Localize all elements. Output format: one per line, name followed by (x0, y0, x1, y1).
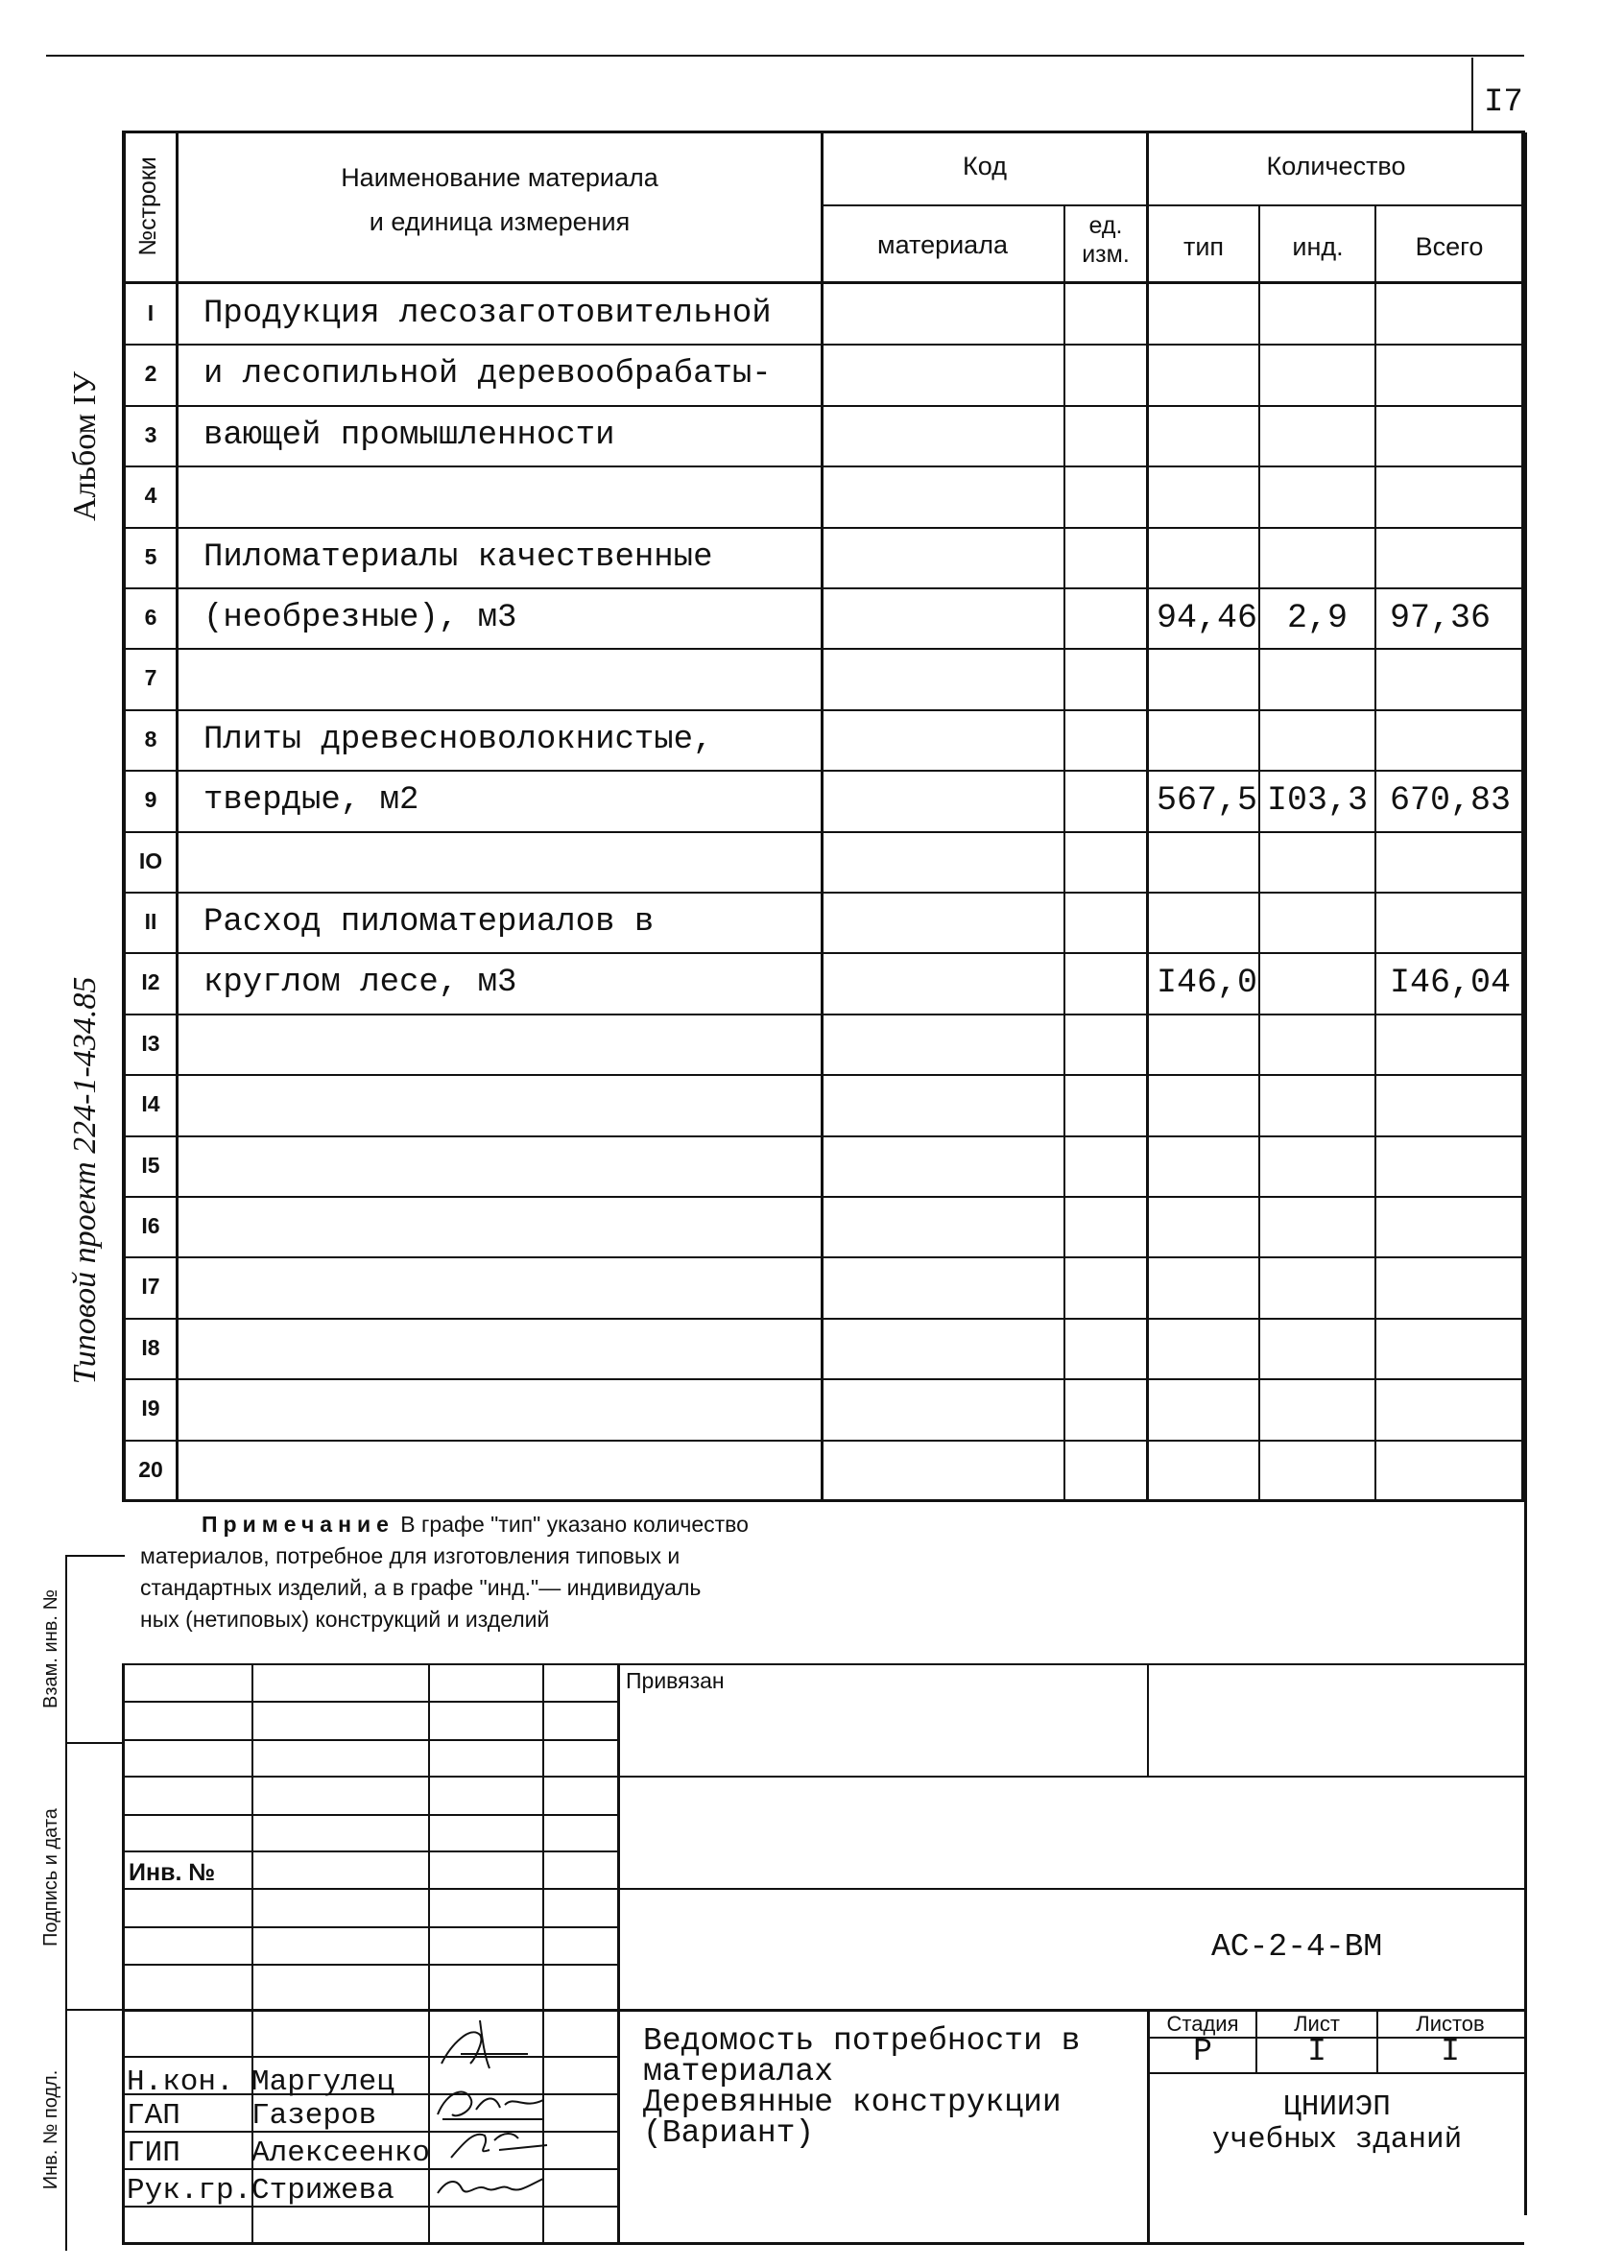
row-number: 9 (144, 787, 157, 812)
qty-total (1376, 892, 1522, 952)
doc-title-line4: (Вариант) (643, 2115, 815, 2151)
qty-total (1376, 1256, 1522, 1317)
stamp-col-privyazan-right (1147, 1663, 1149, 1776)
qty-type (1149, 344, 1258, 404)
privyazan-label: Привязан (626, 1668, 725, 1693)
qty-ind (1260, 648, 1374, 708)
row-number: 8 (144, 727, 157, 752)
header-code-unit: ед. изм. (1082, 212, 1130, 268)
row-number: IO (138, 848, 163, 873)
qty-ind (1260, 1196, 1374, 1256)
material-name (179, 1014, 821, 1074)
side-label-album: Альбом IУ (67, 370, 103, 522)
row-number: I9 (141, 1396, 160, 1420)
qty-ind (1260, 952, 1374, 1013)
row-number: I4 (141, 1091, 160, 1116)
qty-ind (1260, 405, 1374, 466)
inv-no-label: Инв. № (129, 1859, 216, 1886)
header-code: Код (963, 152, 1007, 180)
person-role-3: ГИП (127, 2137, 180, 2170)
note-title: Примечание (202, 1512, 394, 1537)
stage-label: Стадия (1166, 2012, 1239, 2036)
stamp-row-5 (122, 1850, 619, 1852)
row-number: 2 (144, 361, 157, 386)
header-name-line1: Наименование материала (341, 163, 658, 192)
header-qty-ind: инд. (1292, 232, 1344, 261)
qty-ind (1260, 283, 1374, 344)
qty-ind (1260, 1378, 1374, 1439)
qty-type (1149, 648, 1258, 708)
person-role-1: Н.кон. (127, 2065, 234, 2099)
material-name (179, 466, 821, 526)
document-code: АС-2-4-ВМ (1211, 1929, 1383, 1965)
material-name: Продукция лесозаготовительной (203, 295, 772, 332)
qty-type: 567,5 (1157, 780, 1258, 820)
qty-type (1149, 1318, 1258, 1378)
material-name: твердые, м2 (203, 781, 419, 819)
qty-ind (1260, 466, 1374, 526)
doc-title-line1: Ведомость потребности в (643, 2023, 1081, 2059)
qty-type (1149, 1196, 1258, 1256)
qty-ind (1260, 1074, 1374, 1134)
stamp-stage-value-line (1147, 2072, 1524, 2074)
row-number: I8 (141, 1335, 160, 1360)
qty-total (1376, 1135, 1522, 1196)
qty-total (1376, 831, 1522, 892)
material-name: круглом лесе, м3 (203, 964, 517, 1001)
material-name (179, 1318, 821, 1378)
qty-total (1376, 1440, 1522, 1500)
doc-title-line3: Деревянные конструкции (643, 2085, 1062, 2120)
row-number: I2 (141, 969, 160, 994)
row-number: I3 (141, 1031, 160, 1056)
qty-total (1376, 1378, 1522, 1439)
header-subline-qty (1148, 204, 1524, 206)
person-role-2: ГАП (127, 2099, 180, 2133)
col-line-code (1063, 206, 1065, 1501)
qty-ind (1260, 1135, 1374, 1196)
stamp-frame-left (122, 1663, 125, 2244)
signature-alekseenko (432, 2121, 557, 2169)
stamp-row-9 (122, 2009, 619, 2012)
qty-ind (1260, 1440, 1374, 1500)
material-name: (необрезные), м3 (203, 599, 517, 636)
row-number: 3 (144, 422, 157, 447)
qty-type (1149, 1074, 1258, 1134)
sheets-value: I (1441, 2034, 1460, 2069)
row-number: I5 (141, 1153, 160, 1178)
qty-type (1149, 1135, 1258, 1196)
row-number: 7 (144, 665, 157, 690)
qty-ind (1260, 709, 1374, 770)
stamp-row-4 (122, 1814, 619, 1816)
qty-ind (1260, 1014, 1374, 1074)
table-bottom-line (122, 1499, 1524, 1502)
row-number: I6 (141, 1213, 160, 1238)
row-number: 6 (144, 605, 157, 630)
page-number: I7 (1484, 84, 1523, 121)
stamp-row-7 (122, 1926, 619, 1928)
stamp-row-8 (122, 1964, 619, 1966)
qty-total (1376, 1014, 1522, 1074)
person-name-2: Газеров (251, 2099, 377, 2133)
side-label-podpis: Подпись и дата (40, 1808, 61, 1946)
qty-total (1376, 527, 1522, 587)
qty-type (1149, 831, 1258, 892)
note-block (140, 1509, 1100, 1635)
qty-type (1149, 1014, 1258, 1074)
side-label-inv-podl: Инв. № подл. (40, 2069, 61, 2190)
row-number: I7 (141, 1274, 160, 1299)
row-number: I (147, 300, 155, 325)
col-line-name (821, 131, 824, 1501)
qty-type (1149, 466, 1258, 526)
qty-type (1149, 892, 1258, 952)
stamp-row-6 (122, 1888, 619, 1890)
material-name (179, 1074, 821, 1134)
doc-title-line2: материалах (643, 2054, 834, 2089)
qty-total (1376, 466, 1522, 526)
note-line4: ных (нетиповых) конструкций и изделий (140, 1607, 550, 1632)
header-row-number: №строки (134, 156, 161, 256)
note-line3: стандартных изделий, а в графе "инд."— индивидуаль (140, 1575, 702, 1600)
side-divider-1 (65, 1555, 125, 1557)
qty-total: I46,04 (1390, 963, 1512, 1002)
qty-ind (1260, 831, 1374, 892)
header-subline-code (822, 204, 1148, 206)
qty-type (1149, 405, 1258, 466)
person-name-1: Маргулец (251, 2065, 394, 2099)
qty-total (1376, 1074, 1522, 1134)
qty-ind (1260, 527, 1374, 587)
material-name: Расход пиломатериалов в (203, 903, 655, 941)
qty-type (1149, 283, 1258, 344)
header-name-line2: и единица измерения (369, 207, 631, 236)
stamp-row-3 (122, 1776, 619, 1778)
qty-ind (1260, 344, 1374, 404)
qty-type (1149, 1256, 1258, 1317)
qty-total (1376, 648, 1522, 708)
person-role-4: Рук.гр. (127, 2174, 252, 2208)
material-name (179, 1378, 821, 1439)
qty-ind: 2,9 (1286, 598, 1348, 637)
header-quantity: Количество (1266, 152, 1406, 180)
organization-line2: учебных зданий (1211, 2123, 1463, 2157)
side-label-project: Типовой проект 224-1-434.85 (67, 976, 103, 1385)
side-divider-2 (65, 1742, 125, 1744)
side-divider-3 (65, 2009, 125, 2011)
stamp-privyazan-bottom (617, 1776, 1524, 1778)
sheet-label: Лист (1294, 2012, 1340, 2036)
stage-value: Р (1193, 2034, 1212, 2069)
qty-total (1376, 283, 1522, 344)
header-qty-type: тип (1182, 232, 1225, 261)
signature-strizheva (428, 2164, 553, 2212)
row-number: 20 (138, 1457, 163, 1482)
row-number: 4 (144, 483, 157, 508)
sheets-label: Листов (1416, 2012, 1485, 2036)
note-line1: В графе "тип" указано количество (394, 1512, 749, 1537)
material-name: Пиломатериалы качественные (203, 538, 713, 576)
note-line2: материалов, потребное для изготовления типовых и (140, 1543, 681, 1568)
stamp-code-top (617, 1888, 1524, 1890)
qty-total (1376, 1196, 1522, 1256)
header-code-material: материала (877, 230, 1008, 259)
person-name-3: Алексеенко (251, 2137, 431, 2170)
stamp-bottom-line (122, 2242, 1524, 2245)
stamp-row-2 (122, 1739, 619, 1741)
page-number-box-left (1471, 58, 1473, 132)
row-number: 5 (144, 544, 157, 569)
material-name: и лесопильной деревообрабаты- (203, 355, 772, 393)
qty-total: 670,83 (1390, 780, 1512, 820)
material-name (179, 1135, 821, 1196)
qty-type: I46,0 (1157, 963, 1258, 1002)
row-number: II (144, 909, 157, 934)
qty-total (1376, 709, 1522, 770)
stamp-top-line (122, 1663, 1524, 1665)
qty-total (1376, 1318, 1522, 1378)
qty-ind (1260, 1256, 1374, 1317)
qty-type (1149, 1440, 1258, 1500)
material-name: Плиты древесноволокнистые, (203, 721, 713, 758)
material-name (179, 831, 821, 892)
qty-total (1376, 344, 1522, 404)
qty-ind (1260, 892, 1374, 952)
material-name (179, 1196, 821, 1256)
qty-ind (1260, 1318, 1374, 1378)
material-name (179, 1440, 821, 1500)
side-label-vzam: Взам. инв. № (40, 1589, 61, 1708)
qty-total (1376, 405, 1522, 466)
sheet-value: I (1307, 2034, 1326, 2069)
qty-total: 97,36 (1390, 598, 1492, 637)
qty-type (1149, 527, 1258, 587)
qty-type (1149, 1378, 1258, 1439)
material-name (179, 648, 821, 708)
signature-margulets (422, 2016, 547, 2073)
organization-line1: ЦНИИЭП (1283, 2090, 1391, 2124)
qty-ind: I03,3 (1266, 780, 1369, 820)
qty-type (1149, 709, 1258, 770)
material-name: вающей промышленности (203, 417, 615, 454)
person-name-4: Стрижева (251, 2174, 394, 2208)
qty-type: 94,46 (1157, 598, 1258, 637)
stamp-row-1 (122, 1701, 619, 1703)
stamp-col-d (617, 1663, 620, 2243)
top-rule (46, 55, 1524, 57)
header-qty-total: Всего (1415, 232, 1484, 261)
material-name (179, 1256, 821, 1317)
